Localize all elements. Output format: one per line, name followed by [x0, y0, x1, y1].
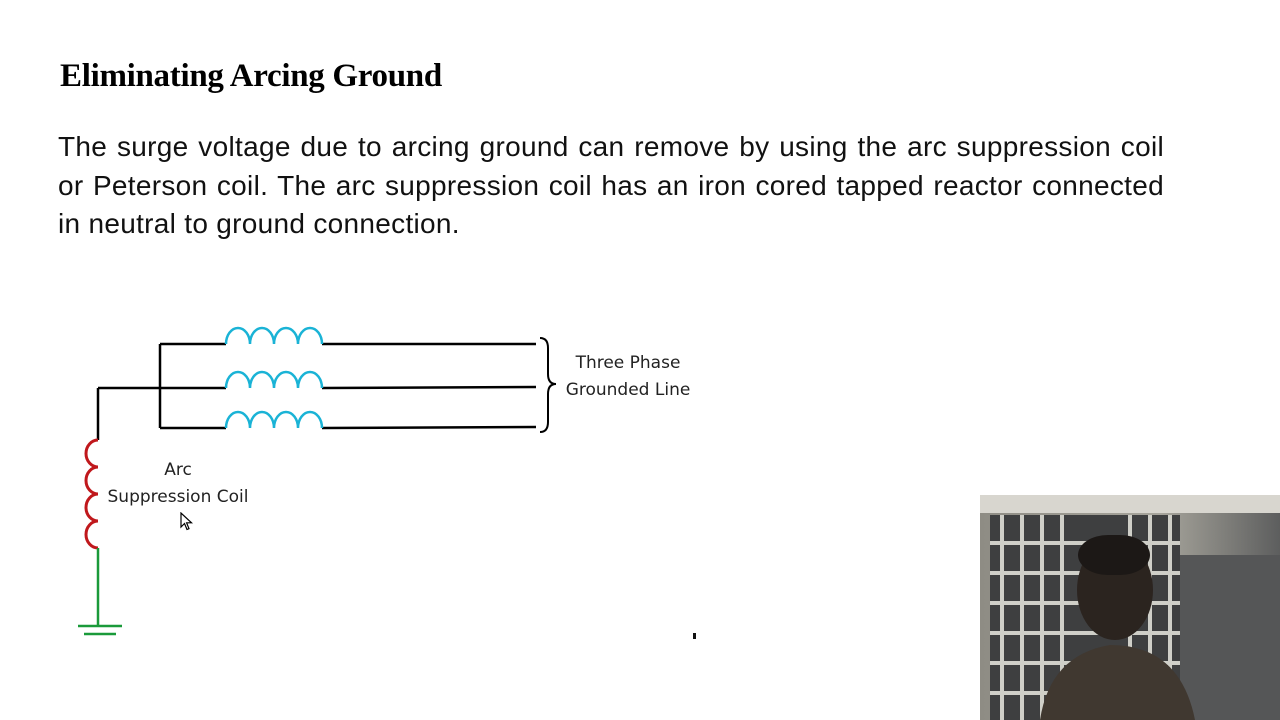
three-phase-brace: [540, 338, 556, 432]
grounded-line-label: Grounded Line: [565, 380, 691, 400]
arc-label: Arc: [164, 460, 192, 480]
webcam-feed: [980, 495, 1280, 720]
three-phase-wires: [98, 344, 536, 440]
three-phase-label: Three Phase: [575, 353, 681, 373]
slide-body-text: The surge voltage due to arcing ground can remove by using the arc suppression coil or Peterson coil. The arc suppression coil has an iron cored tapped reactor connected in neutral to ground connection.: [58, 131, 1164, 239]
arc-suppression-coil: [86, 440, 98, 548]
phase-coil-3: [226, 412, 322, 428]
slide-title: Eliminating Arcing Ground: [60, 58, 442, 94]
arc-suppression-diagram: [0, 300, 760, 660]
phase-coil-1: [226, 328, 322, 344]
phase-coil-2: [226, 372, 322, 388]
stray-mark: [693, 633, 696, 639]
webcam-overlay: [980, 495, 1280, 720]
suppression-coil-label: Suppression Coil: [107, 487, 249, 507]
mouse-pointer-icon: [180, 512, 194, 532]
ground-symbol: [78, 548, 122, 634]
